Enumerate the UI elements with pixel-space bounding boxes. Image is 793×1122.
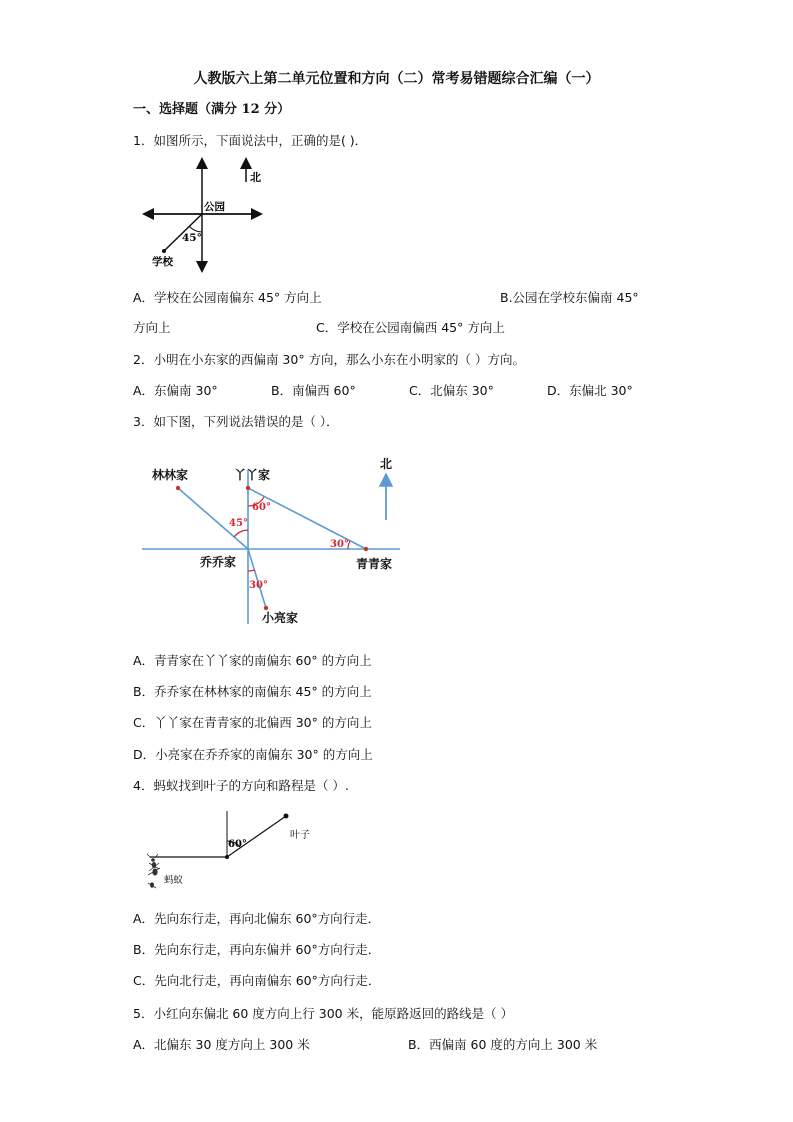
q3-linlin-label: 林林家 [152, 468, 189, 482]
q3-xiaoliang-line [248, 549, 266, 608]
q4-diagram [140, 805, 320, 895]
q4-angle-label: 60° [228, 839, 247, 850]
q4-option-b[interactable]: B．先向东行走，再向东偏并 60°方向行走． [133, 942, 381, 957]
q3-option-b[interactable]: B．乔乔家在林林家的南偏东 45° 的方向上 [133, 684, 372, 699]
q3-qingqing-label: 青青家 [356, 557, 393, 571]
q2-option-d[interactable]: D．东偏北 30° [547, 383, 633, 398]
page-title: 人教版六上第二单元位置和方向（二）常考易错题综合汇编（一） [193, 71, 600, 87]
q1-option-c[interactable]: C．学校在公园南偏西 45° 方向上 [316, 320, 505, 335]
q3-linlin-point [176, 486, 180, 490]
q4-northeast-path [227, 816, 286, 857]
q1-diagram [140, 150, 270, 275]
q3-angle-arc-45 [234, 530, 248, 537]
q3-option-c[interactable]: C．丫丫家在青青家的北偏西 30° 的方向上 [133, 715, 372, 730]
question-5-stem: 5．小红向东偏北 60 度方向上行 300 米，能原路返回的路线是（ ） [133, 1006, 514, 1021]
section-heading: 一、选择题（满分 12 分） [133, 102, 291, 117]
q3-north-label: 北 [380, 457, 393, 471]
question-4-stem: 4．蚂蚁找到叶子的方向和路程是（ ）. [133, 778, 349, 793]
q1-park-label: 公园 [204, 201, 225, 213]
q4-option-a[interactable]: A．先向东行走，再向北偏东 60°方向行走． [133, 911, 381, 926]
q3-option-d[interactable]: D．小亮家在乔乔家的南偏东 30° 的方向上 [133, 747, 373, 762]
q3-option-a[interactable]: A．青青家在丫丫家的南偏东 60° 的方向上 [133, 653, 372, 668]
q3-xiaoliang-label: 小亮家 [262, 611, 299, 625]
q3-angle-arc-30b [248, 570, 255, 571]
q1-school-label: 学校 [152, 256, 173, 268]
q1-school-point [162, 249, 166, 253]
q3-yaya-point [246, 486, 250, 490]
q4-option-c[interactable]: C．先向北行走，再向南偏东 60°方向行走． [133, 973, 381, 988]
question-2-stem: 2．小明在小东家的西偏南 30° 方向，那么小东在小明家的（ ）方向。 [133, 352, 526, 367]
question-1-stem: 1．如图所示，下面说法中，正确的是( )． [133, 133, 368, 148]
q3-angle-60-label: 60° [252, 502, 271, 513]
q2-option-c[interactable]: C．北偏东 30° [409, 383, 494, 398]
q1-option-a[interactable]: A．学校在公园南偏东 45° 方向上 [133, 290, 322, 305]
q2-option-a[interactable]: A．东偏南 30° [133, 383, 218, 398]
question-3-stem: 3．如下图，下列说法错误的是（ ）． [133, 414, 339, 429]
q3-qingqing-point [364, 547, 368, 551]
q4-turn-point [225, 855, 229, 859]
ant-icon [147, 854, 160, 888]
q3-yaya-label: 丫丫家 [234, 468, 271, 482]
q3-angle-30b-label: 30° [249, 580, 268, 591]
q3-angle-30a-label: 30° [330, 539, 349, 550]
q4-leaf-label: 叶子 [290, 830, 310, 841]
q1-option-b-cont: 方向上 [133, 320, 171, 335]
q5-option-b[interactable]: B．西偏南 60 度的方向上 300 米 [408, 1037, 598, 1052]
q1-option-b[interactable]: B.公园在学校东偏南 45° [500, 290, 639, 305]
q1-angle-label: 45° [182, 232, 202, 244]
q5-option-a[interactable]: A．北偏东 30 度方向上 300 米 [133, 1037, 310, 1052]
q3-xiaoliang-point [264, 606, 268, 610]
q3-diagram [138, 450, 408, 630]
q4-leaf-point [284, 814, 289, 819]
q3-angle-45-label: 45° [229, 518, 248, 529]
q2-option-b[interactable]: B．南偏西 60° [271, 383, 356, 398]
q3-qiaoqiao-label: 乔乔家 [200, 555, 237, 569]
q1-north-label: 北 [250, 171, 261, 184]
q4-ant-label: 蚂蚁 [164, 875, 184, 886]
